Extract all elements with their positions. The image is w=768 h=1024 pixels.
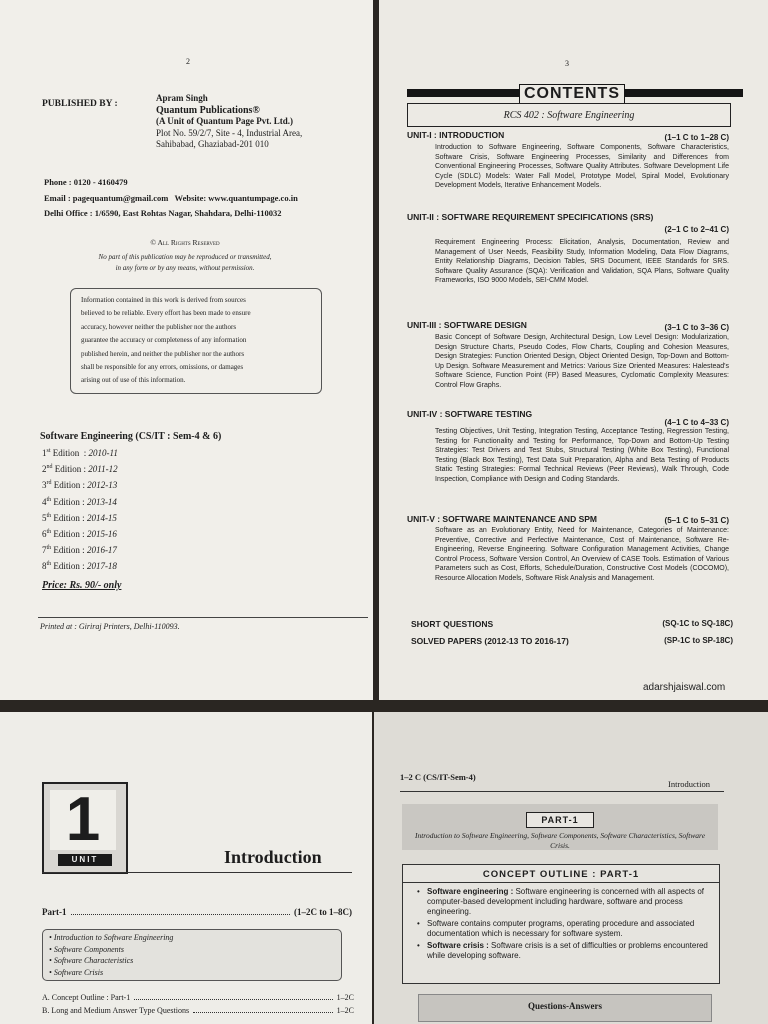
disclaimer-line: Information contained in this work is derived from sources [81,296,246,304]
part-one-page [374,712,768,1024]
publisher-name: Apram Singh [156,93,208,103]
part-header-box [402,804,718,850]
email-website: Email : pagequantum@gmail.com Website: www.quantumpage.co.in [44,193,298,203]
unit-description: Introduction to Software Engineering, Software Components, Software Characteristics, Software Crisis, Software Engineering Processes, Similarity and Differences from Conventional Engineering Processes, Software Quality Attributes. Software Development Life Cycle (SDLC) Models: Water Fall Model, Prototype Model, Spiral Model, Evolutionary Development Models, Iterative Enhancement Models. [435,144,729,190]
edition-row: 2nd Edition : 2011-12 [42,464,118,475]
publisher-unit: (A Unit of Quantum Page Pvt. Ltd.) [156,116,293,126]
unit-badge [42,782,128,874]
part-row [42,907,352,917]
solved-papers-label: SOLVED PAPERS (2012-13 TO 2016-17) [411,636,569,646]
short-questions-range: (SQ-1C to SQ-18C) [662,619,733,628]
contents-page [379,0,768,700]
qa-title: Questions-Answers [527,1001,602,1011]
rights-text [40,252,330,274]
unit-label: UNIT [58,854,112,866]
unit-title: UNIT-V : SOFTWARE MAINTENANCE AND SPM [407,514,597,524]
publisher-block [156,93,366,151]
copyright-page [0,0,373,700]
rights-line: in any form or by any means, without permission. [115,264,255,272]
publisher-address-1: Plot No. 59/2/7, Site - 4, Industrial Area, [156,127,303,138]
edition-row: 8th Edition : 2017-18 [42,561,117,572]
phone: Phone : 0120 - 4160479 [44,177,128,187]
bullet-item: • Software crisis : Software crisis is a set of difficulties or problems encountered while developing software. [417,941,708,960]
short-questions-label: SHORT QUESTIONS [411,619,494,629]
disclaimer-line: accuracy, however neither the publisher nor the authors [81,322,237,331]
unit-title: UNIT-I : INTRODUCTION [407,130,505,140]
unit-description: Software as an Evolutionary Entity, Need for Maintenance, Categories of Maintenance: Preventive, Corrective and Perfective Maintenance, Cost of Maintenance, Software Re-Engineering, Reverse Engineering. Software Configuration Management Activities, Change Control Process, Software Version Control, An Overview of CASE Tools. Estimation of Various Parameters such as Cost, Efforts, Schedule/Duration, Constructive Cost Models (COCOMO), Resource Allocation Models, Software Risk Analysis and Management. [435,527,729,582]
page-number: 3 [565,59,569,68]
topic-item: • Introduction to Software Engineering [49,933,174,942]
unit-range: (5–1 C to 5–31 C) [664,516,729,525]
solved-papers-row [411,636,733,646]
topic-item: • Software Crisis [49,967,104,977]
contents-title: CONTENTS [519,84,625,104]
unit-range: (4–1 C to 4–33 C) [664,418,729,427]
disclaimer-line: guarantee the accuracy or completeness of any information [81,336,247,345]
topic-item: • Software Characteristics [49,956,134,965]
running-head-right: Introduction [668,779,711,789]
edition-row: 6th Edition : 2015-16 [42,529,117,540]
unit-range: (2–1 C to 2–41 C) [664,225,729,234]
toc-label: A. Concept Outline : Part-1 [42,993,131,1002]
unit-title: UNIT-IV : SOFTWARE TESTING [407,409,533,419]
unit-number-box [50,785,116,854]
edition-row: 3rd Edition : 2012-13 [42,480,118,491]
unit-range: (3–1 C to 3–36 C) [664,323,729,332]
concept-outline-box [402,864,720,984]
toc-page: 1–2C [336,993,354,1002]
unit-2 [407,212,729,286]
course-title: RCS 402 : Software Engineering [503,109,635,121]
topics-box [42,929,342,981]
delhi-office: Delhi Office : 1/6590, East Rohtas Nagar, Shahdara, Delhi-110032 [44,208,282,218]
toc-page: 1–2C [336,1006,354,1015]
part-range: (1–2C to 1–8C) [294,907,352,917]
unit-range: (1–1 C to 1–28 C) [664,133,729,142]
solved-papers-range: (SP-1C to SP-18C) [664,636,733,645]
disclaimer-line: arising out of use of this information. [81,376,186,385]
unit-description: Basic Concept of Software Design, Architectural Design, Low Level Design: Modularization, Design Structure Charts, Pseudo Codes, Flow Charts, Coupling and Cohesion Measures, Design Strategies: Function Oriented Design, Object Oriented Design, Top-Down and Bottom-Up Design. Software Measurement and Metrics: Various Size Oriented Measures: Halestead's Software Science, Function Point (FP) Based Measures, Cyclomatic Complexity Measures: Control Flow Graphs. [435,334,729,389]
toc-label: B. Long and Medium Answer Type Questions [42,1006,190,1015]
disclaimer-line: believed to be reliable. Every effort has been made to ensure [81,309,251,318]
course-box [407,103,731,127]
unit-title: UNIT-II : SOFTWARE REQUIREMENT SPECIFICATIONS (SRS) [407,212,654,222]
publisher-company: Quantum Publications® [156,104,260,116]
unit-description: Requirement Engineering Process: Elicitation, Analysis, Documentation, Review and Management of User Needs, Feasibility Study, Information Modeling, Data Flow Diagrams, Entity Relationship Diagrams, Decision Tables, SRS Document, IEEE Standards for SRS. Software Quality Assurance (SQA): Verification and Validation, SQA Plans, Software Quality Frameworks, ISO 9000 Models, SEI-CMM Model. [435,239,729,285]
bullet-item: • Software contains computer programs, operating procedure and associated documentation which is necessary for software system. [417,919,695,938]
part-subtitle: Introduction to Software Engineering, Software Components, Software Characteristics, Software Crisis. [414,831,706,850]
publisher-address-2: Sahibabad, Ghaziabad-201 010 [156,139,269,149]
unit-title: UNIT-III : SOFTWARE DESIGN [407,320,527,330]
part-label: Part-1 [42,907,67,917]
concept-bullets [417,887,713,961]
title-rule [42,872,352,873]
bullet-item: • Software engineering : Software engineering is concerned with all aspects of computer-based development including hardware, software and process engineering. [417,887,705,916]
edition-row: 5th Edition : 2014-15 [42,512,117,523]
unit-5 [407,514,729,584]
toc-row [42,1006,354,1015]
unit-1 [407,130,729,191]
divider [38,617,368,618]
edition-row: 7th Edition : 2016-17 [42,545,117,556]
toc-row [42,993,354,1002]
unit-number: 1 [65,785,101,854]
short-questions-row [411,619,733,629]
running-head-left: 1–2 C (CS/IT-Sem-4) [400,772,476,782]
head-rule [400,791,724,792]
chapter-title: Introduction [224,847,322,867]
chapter-opener-page [0,712,372,1024]
topic-item: • Software Components [49,944,124,954]
unit-description: Testing Objectives, Unit Testing, Integration Testing, Acceptance Testing, Regression Testing, Testing for Functionality and Testing for Performance, Top-Down and Bottom-Up Testing Strategies: Test Drivers and Test Stubs, Structural Testing (White Box Testing), Functional Testing (Black Box Testing), Test Data Suit Preparation, Alpha and Beta Testing of Products Static Testing Strategies: Formal Technical Reviews (Peer Reviews), Walk Through, Code Inspection, Compliance with Design and Coding Standards. [435,428,729,483]
book-title: Software Engineering (CS/IT : Sem-4 & 6) [40,431,222,442]
disclaimer-line: published herein, and neither the publisher nor the authors [81,349,245,358]
watermark: adarshjaiswal.com [643,682,726,693]
part-title: PART-1 [526,812,594,828]
edition-list [42,444,118,574]
published-by-label: PUBLISHED BY : [42,99,118,109]
printed-at: Printed at : Giriraj Printers, Delhi-110093. [40,622,180,631]
disclaimer-line: shall be responsible for any errors, omissions, or damages [81,363,244,372]
qa-header-box [418,994,712,1022]
concept-outline-title: CONCEPT OUTLINE : PART-1 [482,869,640,880]
page-number: 2 [186,57,190,66]
edition-row: 4th Edition : 2013-14 [42,496,117,507]
rights-title: © All Rights Reserved [150,238,220,247]
unit-4 [407,409,729,485]
edition-row: 1st Edition : 2010-11 [42,448,118,458]
price: Price: Rs. 90/- only [42,580,122,591]
disclaimer-box [70,288,322,394]
rights-line: No part of this publication may be reproduced or transmitted, [98,253,272,261]
unit-3 [407,320,729,391]
